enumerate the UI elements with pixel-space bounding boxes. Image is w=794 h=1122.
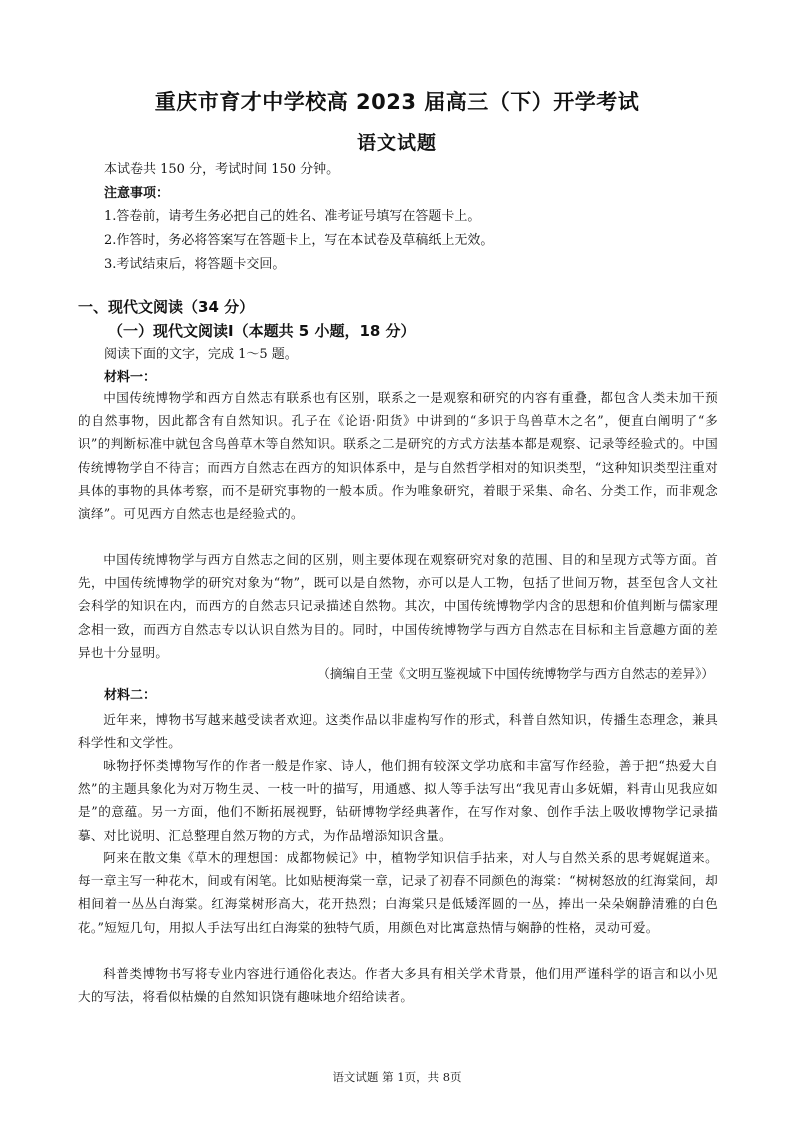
material2-paragraph-1: 近年来，博物书写越来越受读者欢迎。这类作品以非虚构写作的形式，科普自然知识，传播生态理念，兼具科学性和文学性。 [78, 712, 718, 751]
note-item-3: 3.考试结束后，将答题卡交回。 [104, 257, 286, 272]
material1-paragraph-2: 中国传统博物学与西方自然志之间的区别，则主要体现在观察研究对象的范围、目的和呈现方式等方面。首先，中国传统博物学的研究对象为“物”，既可以是自然物，亦可以是人工物，包括了世间万物，甚至包含人文社会科学的知识在内，而西方的自然志只记录描述自然物。其次，中国传统博物学内含的思想和价值判断与儒家理念相一致，而西方自然志专以认识自然为目的。同时，中国传统博物学与西方自然志在目标和主旨意趣方面的差异也十分显明。 [78, 552, 718, 660]
material1-label: 材料一： [104, 370, 157, 385]
note-item-1: 1.答卷前，请考生务必把自己的姓名、准考证号填写在答题卡上。 [104, 209, 481, 224]
material2-paragraph-3: 阿来在散文集《草木的理想国：成都物候记》中，植物学知识信手拈来，对人与自然关系的思考娓娓道来。每一章主写一种花木，间或有闲笔。比如贴梗海棠一章，记录了初春不同颜色的海棠：“树树怒放的红海棠间，却相间着一丛丛白海棠。红海棠树形高大，花开热烈；白海棠只是低矮浑圆的一丛，捧出一朵朵娴静清雅的白色花。”短短几句，用拟人手法写出红白海棠的独特气质，用颜色对比寓意热情与娴静的性格，灵动可爱。 [78, 850, 718, 935]
exam-subtitle: 语文试题 [356, 132, 437, 154]
note-item-2: 2.作答时，务必将答案写在答题卡上，写在本试卷及草稿纸上无效。 [104, 233, 494, 248]
exam-info: 本试卷共 150 分，考试时间 150 分钟。 [104, 162, 340, 177]
material1-source: （摘编自王莹《文明互鉴视域下中国传统博物学与西方自然志的差异》） [317, 666, 714, 681]
notes-heading: 注意事项： [104, 186, 170, 201]
material2-paragraph-4: 科普类博物书写将专业内容进行通俗化表达。作者大多具有相关学术背景，他们用严谨科学的语言和以小见大的写法，将看似枯燥的自然知识饶有趣味地介绍给读者。 [78, 966, 718, 1005]
section-subheading: （一）现代文阅读Ⅰ（本题共 5 小题，18 分） [108, 322, 416, 340]
material1-paragraph-1: 中国传统博物学和西方自然志有联系也有区别，联系之一是观察和研究的内容有重叠，都包含人类未加干预的自然事物，因此都含有自然知识。孔子在《论语·阳货》中讲到的“多识于鸟兽草木之名”，便直白阐明了“多识”的判断标准中就包含鸟兽草木等自然知识。联系之二是研究的方式方法基本都是观察、记录等经验式的。中国传统博物学自不待言；而西方自然志在西方的知识体系中，是与自然哲学相对的知识类型，“这种知识类型注重对具体的事物的具体考察，而不是研究事物的一般本质。作为唯象研究，着眼于采集、命名、分类工作，而非观念演绎”。可见西方自然志也是经验式的。 [78, 390, 718, 522]
reading-instruction: 阅读下面的文字，完成 1～5 题。 [104, 347, 298, 362]
material2-label: 材料二： [104, 688, 157, 703]
page-footer: 语文试题 第 1页，共 8页 [332, 1070, 462, 1084]
material2-paragraph-2: 咏物抒怀类博物写作的作者一般是作家、诗人，他们拥有较深文学功底和丰富写作经验，善于把“热爱大自然”的主题具象化为对万物生灵、一枝一叶的描写，用通感、拟人等手法写出“我见青山多妩媚，料青山见我应如是”的意蕴。另一方面，他们不断拓展视野，钻研博物学经典著作，在写作对象、创作手法上吸收博物学记录描摹、对比说明、汇总整理自然万物的方式，为作品增添知识含量。 [78, 758, 718, 843]
section-heading: 一、现代文阅读（34 分） [78, 298, 255, 316]
exam-title: 重庆市育才中学校高 2023 届高三（下）开学考试 [154, 90, 640, 114]
